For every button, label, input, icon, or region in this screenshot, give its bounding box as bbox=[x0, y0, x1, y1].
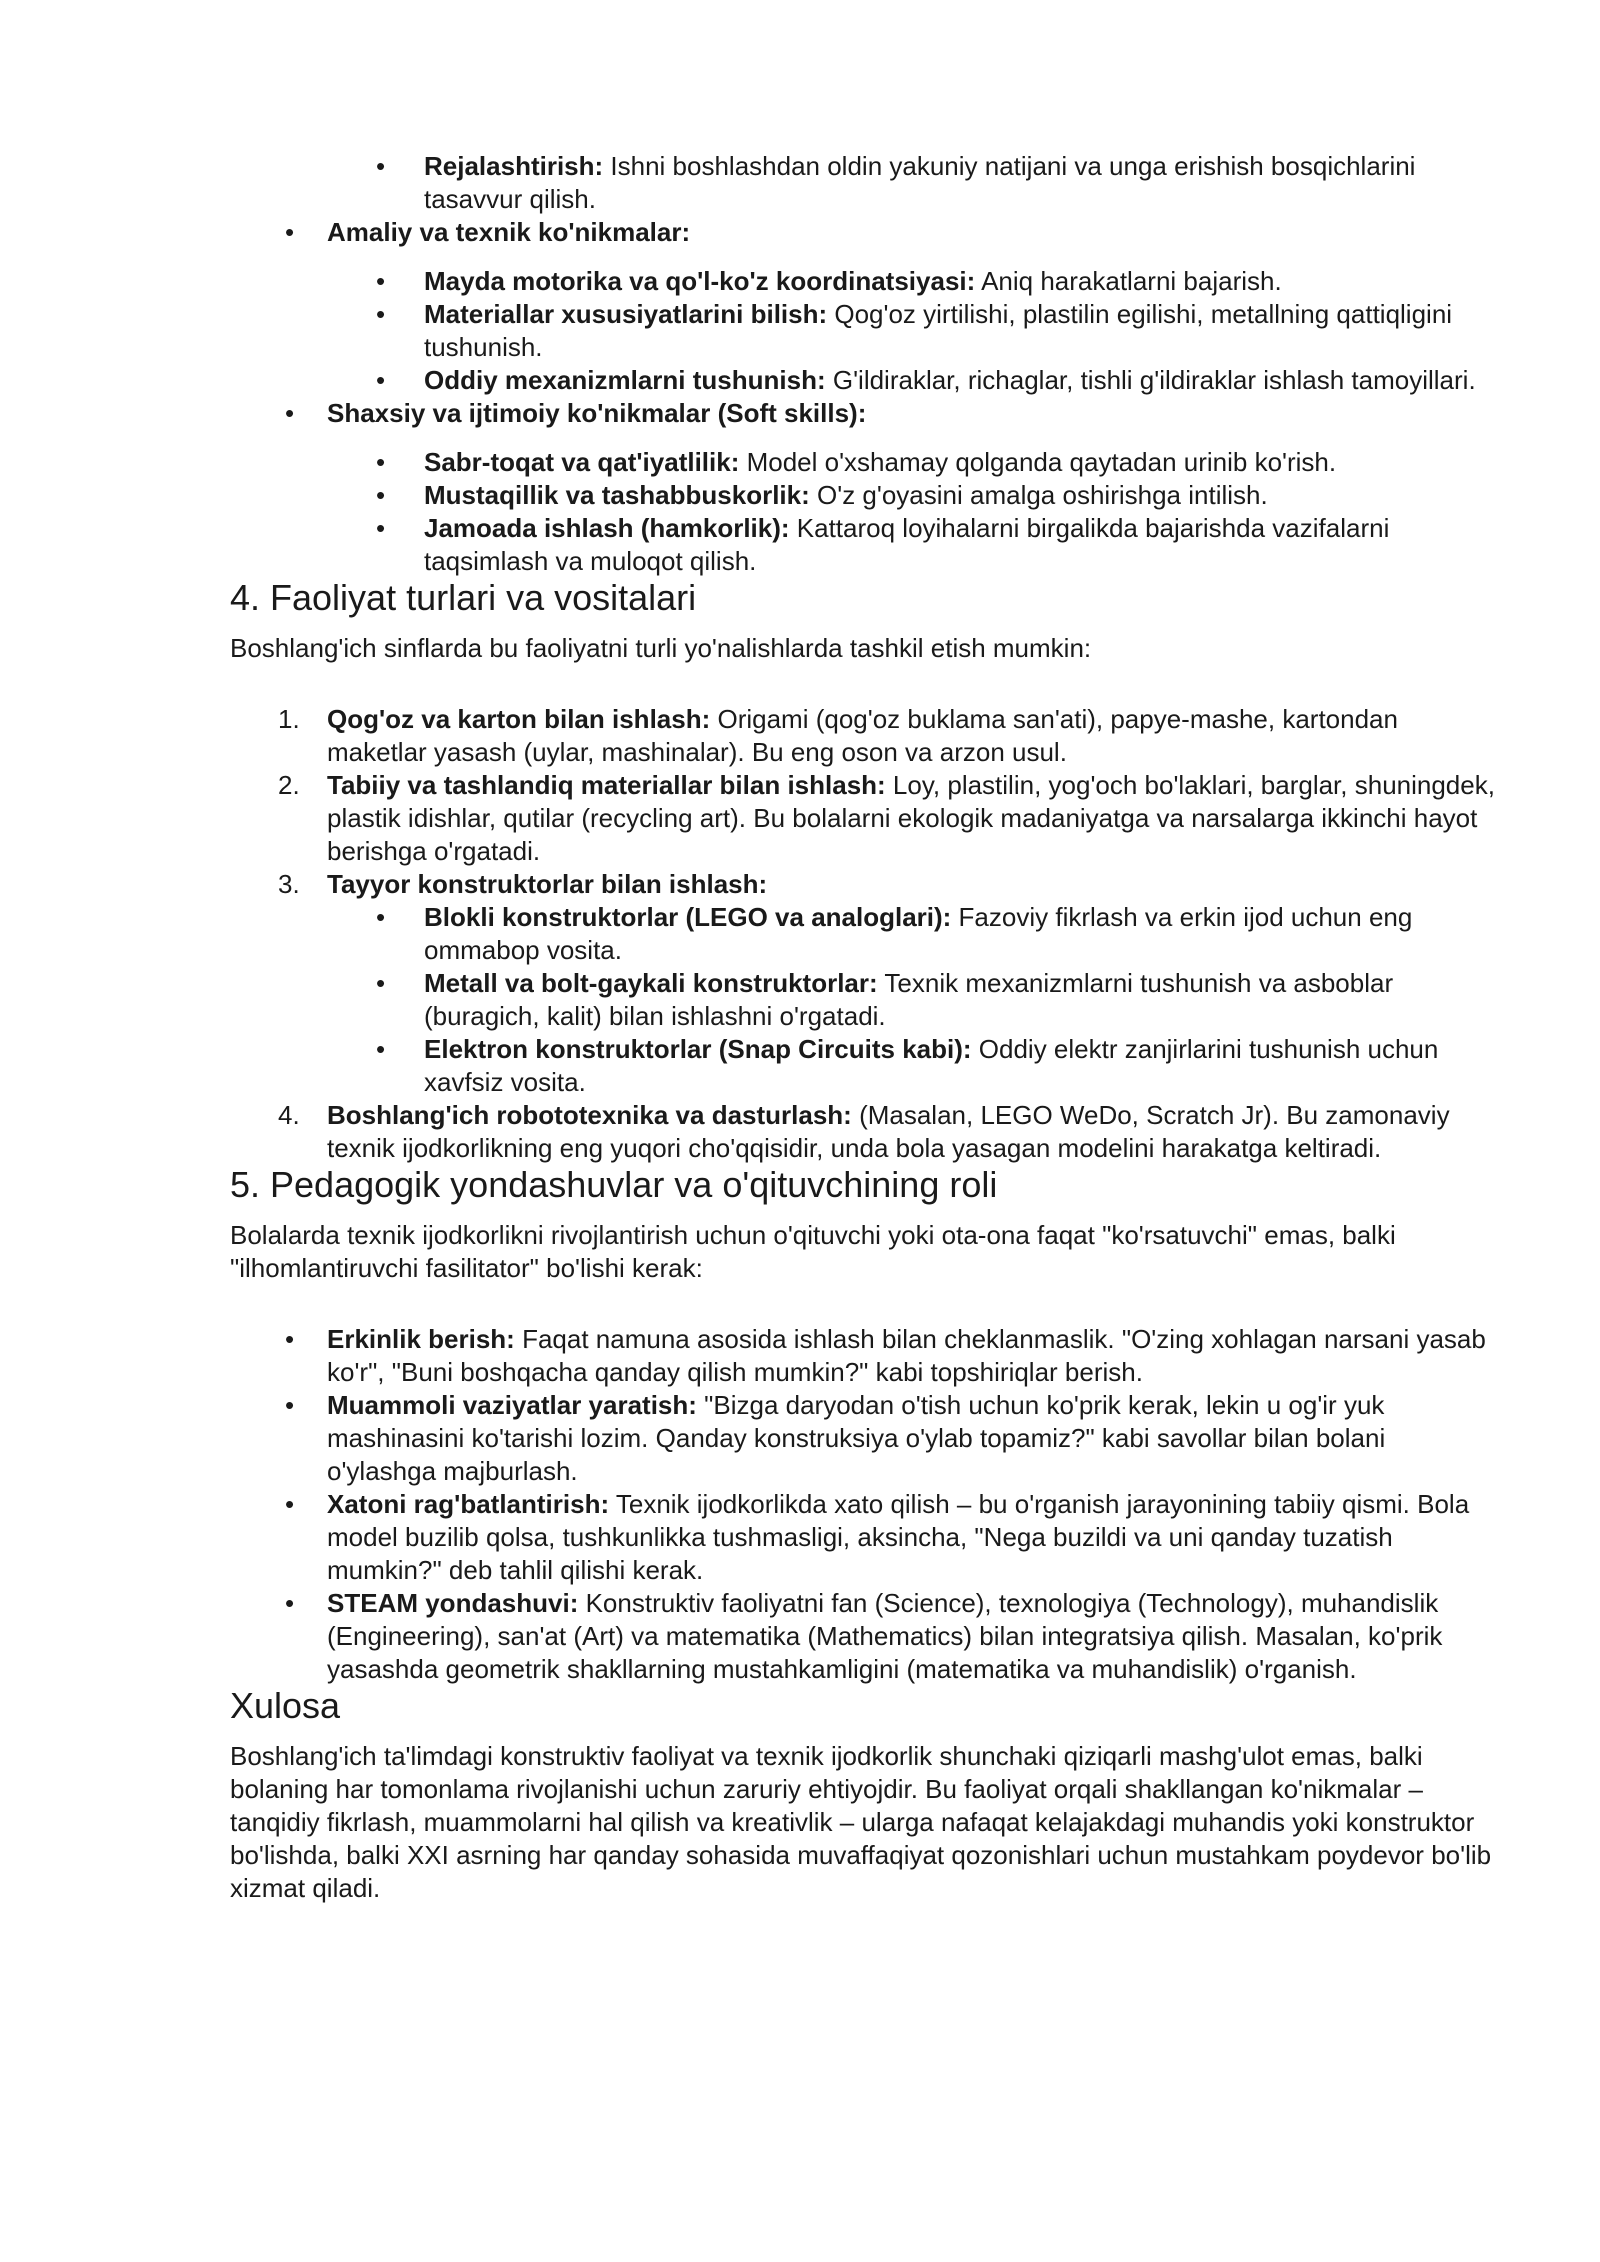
conclusion-text: Boshlang'ich ta'limdagi konstruktiv faoliyat va texnik ijodkorlik shunchaki qiziqarli mashg'ulot emas, balki bolaning har tomonlama rivojlanishi uchun zaruriy ehtiyojdir. Bu faoliyat orqali shakllangan ko'nikmalar – tanqidiy fikrlash, muammolarni hal qilish va kreativlik – ularga nafaqat kelajakdagi muhandis yoki konstruktor bo'lishda, balki XXI asrning har qanday sohasida muvaffaqiyat qozonishlari uchun mustahkam poydevor bo'lib xizmat qiladi. bbox=[230, 1741, 1492, 1903]
item-term: Blokli konstruktorlar (LEGO va analoglari): bbox=[424, 902, 952, 932]
bullet: • bbox=[376, 480, 386, 510]
bullet: • bbox=[376, 447, 386, 477]
item-term: Mustaqillik va tashabbuskorlik: bbox=[424, 480, 810, 510]
list-item bbox=[230, 1488, 1500, 1587]
bullet: • bbox=[285, 1588, 295, 1618]
bullet: • bbox=[285, 217, 295, 247]
item-term: Boshlang'ich robototexnika va dasturlash: bbox=[327, 1100, 852, 1130]
bullet: • bbox=[376, 365, 386, 395]
item-number: 4. bbox=[278, 1100, 300, 1130]
item-term: Elektron konstruktorlar (Snap Circuits kabi): bbox=[424, 1034, 972, 1064]
section-heading-4: 4. Faoliyat turlari va vositalari bbox=[230, 577, 697, 618]
item-heading: Amaliy va texnik ko'nikmalar: bbox=[327, 217, 691, 247]
numbered-item bbox=[230, 769, 1500, 868]
item-text: Model o'xshamay qolganda qaytadan urinib ko'rish. bbox=[739, 447, 1337, 477]
list-item-practical-skills bbox=[230, 216, 1500, 249]
item-term: Muammoli vaziyatlar yaratish: bbox=[327, 1390, 697, 1420]
bullet: • bbox=[285, 1390, 295, 1420]
list-item bbox=[230, 1323, 1500, 1389]
bullet: • bbox=[285, 1489, 295, 1519]
item-text: Konstruktiv faoliyatni fan (Science), texnologiya (Technology), muhandislik (Engineering), san'at (Art) va matematika (Mathematics) bilan integratsiya qilish. Masalan, ko'prik yasashda geometrik shakllarning mustahkamligini (matematika va muhandislik) o'rganish. bbox=[327, 1588, 1443, 1684]
item-text: Qog'oz yirtilishi, plastilin egilishi, metallning qattiqligini tushunish. bbox=[424, 299, 1453, 362]
item-text: Loy, plastilin, yog'och bo'laklari, barglar, shuningdek, plastik idishlar, qutilar (recycling art). Bu bolalarni ekologik madaniyatga va narsalarga ikkinchi hayot berishga o'rgatadi. bbox=[327, 770, 1495, 866]
item-text: G'ildiraklar, richaglar, tishli g'ildiraklar ishlash tamoyillari. bbox=[825, 365, 1476, 395]
item-term: Materiallar xususiyatlarini bilish: bbox=[424, 299, 828, 329]
item-term: STEAM yondashuvi: bbox=[327, 1588, 579, 1618]
list-item bbox=[230, 901, 1500, 967]
item-text: Kattaroq loyihalarni birgalikda bajarishda vazifalarni taqsimlash va muloqot qilish. bbox=[424, 513, 1390, 576]
item-text: (Masalan, LEGO WeDo, Scratch Jr). Bu zamonaviy texnik ijodkorlikning eng yuqori cho'qqisidir, unda bola yasagan modelini harakatga keltiradi. bbox=[327, 1100, 1450, 1163]
bullet: • bbox=[376, 902, 386, 932]
item-number: 1. bbox=[278, 704, 300, 734]
list-item bbox=[230, 512, 1500, 578]
list-item bbox=[230, 479, 1500, 512]
bullet: • bbox=[376, 513, 386, 543]
item-term: Qog'oz va karton bilan ishlash: bbox=[327, 704, 711, 734]
bullet: • bbox=[376, 968, 386, 998]
list-item bbox=[230, 1389, 1500, 1488]
list-item-soft-skills bbox=[230, 397, 1500, 430]
numbered-item bbox=[230, 1099, 1500, 1165]
item-term: Oddiy mexanizmlarni tushunish: bbox=[424, 365, 826, 395]
list-item bbox=[230, 1033, 1500, 1099]
item-term: Rejalashtirish: bbox=[424, 151, 604, 181]
list-item bbox=[230, 265, 1500, 298]
item-text: Faqat namuna asosida ishlash bilan cheklanmaslik. "O'zing xohlagan narsani yasab ko'r", "Buni boshqacha qanday qilish mumkin?" kabi topshiriqlar berish. bbox=[327, 1324, 1486, 1387]
list-item bbox=[230, 364, 1500, 397]
item-term: Jamoada ishlash (hamkorlik): bbox=[424, 513, 790, 543]
bullet: • bbox=[376, 266, 386, 296]
item-text: Fazoviy fikrlash va erkin ijod uchun eng ommabop vosita. bbox=[424, 902, 1413, 965]
document-page bbox=[230, 150, 1500, 1905]
list-item bbox=[230, 446, 1500, 479]
list-item bbox=[230, 1587, 1500, 1686]
section-4-intro: Boshlang'ich sinflarda bu faoliyatni turli yo'nalishlarda tashkil etish mumkin: bbox=[230, 633, 1092, 663]
list-item-planning bbox=[230, 150, 1500, 216]
item-term: Mayda motorika va qo'l-ko'z koordinatsiyasi: bbox=[424, 266, 976, 296]
item-number: 3. bbox=[278, 869, 300, 899]
item-text: Origami (qog'oz buklama san'ati), papye-mashe, kartondan maketlar yasash (uylar, mashinalar). Bu eng oson va arzon usul. bbox=[327, 704, 1398, 767]
bullet: • bbox=[376, 151, 386, 181]
item-term: Erkinlik berish: bbox=[327, 1324, 515, 1354]
numbered-item bbox=[230, 703, 1500, 769]
item-text: "Bizga daryodan o'tish uchun ko'prik kerak, lekin u og'ir yuk mashinasini ko'tarishi lozim. Qanday konstruksiya o'ylab topamiz?" kabi savollar bilan bolani o'ylashga majburlash. bbox=[327, 1390, 1386, 1486]
item-text: O'z g'oyasini amalga oshirishga intilish. bbox=[809, 480, 1268, 510]
item-term: Sabr-toqat va qat'iyatlilik: bbox=[424, 447, 740, 477]
bullet: • bbox=[376, 299, 386, 329]
bullet: • bbox=[285, 398, 295, 428]
item-text: Ishni boshlashdan oldin yakuniy natijani va unga erishish bosqichlarini tasavvur qilish. bbox=[424, 151, 1416, 214]
item-text: Aniq harakatlarni bajarish. bbox=[975, 266, 1282, 296]
item-heading: Shaxsiy va ijtimoiy ko'nikmalar (Soft skills): bbox=[327, 398, 867, 428]
conclusion-heading: Xulosa bbox=[230, 1685, 341, 1726]
bullet: • bbox=[376, 1034, 386, 1064]
item-text: Oddiy elektr zanjirlarini tushunish uchun xavfsiz vosita. bbox=[424, 1034, 1439, 1097]
numbered-item bbox=[230, 868, 1500, 901]
item-term: Tayyor konstruktorlar bilan ishlash: bbox=[327, 869, 768, 899]
list-item bbox=[230, 298, 1500, 364]
section-5-intro: Bolalarda texnik ijodkorlikni rivojlantirish uchun o'qituvchi yoki ota-ona faqat "ko'rsatuvchi" emas, balki "ilhomlantiruvchi fasilitator" bo'lishi kerak: bbox=[230, 1220, 1396, 1283]
section-heading-5: 5. Pedagogik yondashuvlar va o'qituvchining roli bbox=[230, 1164, 998, 1205]
item-term: Xatoni rag'batlantirish: bbox=[327, 1489, 610, 1519]
item-text: Texnik mexanizmlarni tushunish va asboblar (buragich, kalit) bilan ishlashni o'rgatadi. bbox=[424, 968, 1394, 1031]
item-term: Metall va bolt-gaykali konstruktorlar: bbox=[424, 968, 878, 998]
bullet: • bbox=[285, 1324, 295, 1354]
item-number: 2. bbox=[278, 770, 300, 800]
list-item bbox=[230, 967, 1500, 1033]
item-term: Tabiiy va tashlandiq materiallar bilan ishlash: bbox=[327, 770, 886, 800]
item-text: Texnik ijodkorlikda xato qilish – bu o'rganish jarayonining tabiiy qismi. Bola model buzilib qolsa, tushkunlikka tushmasligi, aksincha, "Nega buzildi va uni qanday tuzatish mumkin?" deb tahlil qilishi kerak. bbox=[327, 1489, 1470, 1585]
